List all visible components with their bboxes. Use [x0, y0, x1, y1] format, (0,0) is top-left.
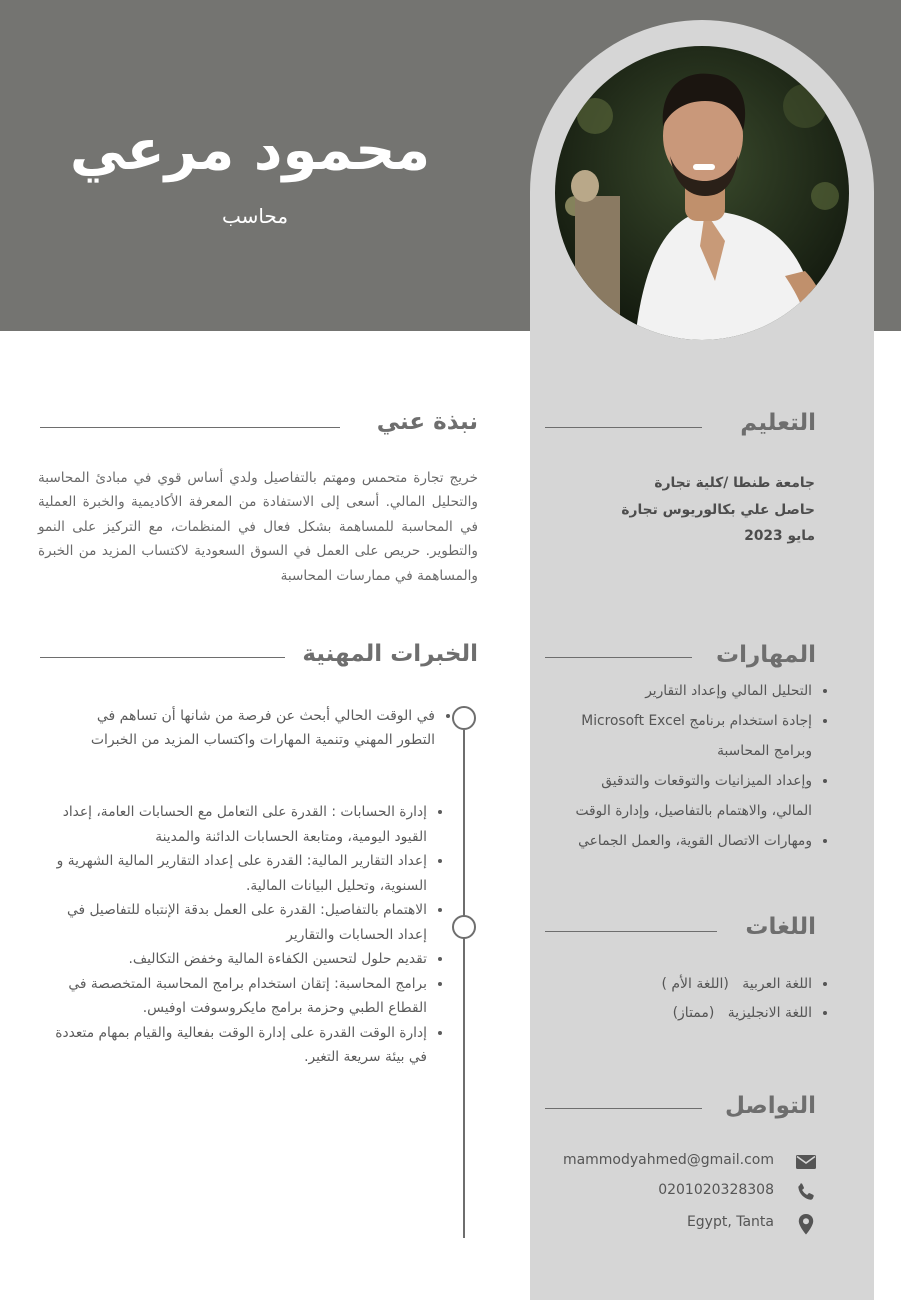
- experience-item: • تقديم حلول لتحسين الكفاءة المالية وخفض التكاليف.: [55, 947, 427, 972]
- skills-list: [560, 676, 830, 856]
- phone-icon: [794, 1180, 818, 1204]
- languages-heading: اللغات: [745, 914, 816, 940]
- education-details: [560, 470, 815, 550]
- education-date: مايو 2023: [744, 528, 815, 544]
- experience-item: • الاهتمام بالتفاصيل: القدرة على العمل بدقة الإنتباه للتفاصيل في إعداد الحسابات والتقارير: [55, 898, 427, 947]
- timeline-line: [463, 730, 465, 1238]
- timeline-dot: [452, 915, 476, 939]
- contact-heading: التواصل: [725, 1093, 816, 1119]
- language-item: • اللغة العربية (اللغة الأم ): [560, 970, 812, 999]
- contact-divider: [545, 1108, 702, 1109]
- profile-photo: [555, 46, 849, 340]
- envelope-icon: [794, 1150, 818, 1174]
- full-name: محمود مرعي: [69, 118, 431, 183]
- languages-divider: [545, 931, 717, 932]
- experience-item: • برامج المحاسبة: إتقان استخدام برامج المحاسبة المتخصصة في القطاع الطبي وحزمة برامج مايكروسوفت اوفيس.: [55, 972, 427, 1021]
- about-heading: نبذة عني: [376, 409, 478, 435]
- experience-intro: • في الوقت الحالي أبحث عن فرصة من شانها أن تساهم في التطور المهني وتنمية المهارات واكتساب المزيد من الخبرات: [55, 704, 435, 752]
- timeline-dot: [452, 706, 476, 730]
- skill-item: • التحليل المالي وإعداد التقارير: [560, 676, 812, 706]
- contact-phone[interactable]: 0201020328308: [658, 1182, 774, 1198]
- contact-email-row: [560, 1150, 822, 1174]
- skills-heading: المهارات: [716, 642, 816, 668]
- skill-item: • ومهارات الاتصال القوية، والعمل الجماعي: [560, 826, 812, 856]
- experience-item: • إدارة الوقت القدرة على إدارة الوقت بفعالية والقيام بمهام متعددة في بيئة سريعة التغير.: [55, 1021, 427, 1070]
- about-divider: [40, 427, 340, 428]
- experience-heading: الخبرات المهنية: [302, 641, 478, 667]
- job-title: محاسب: [221, 204, 289, 228]
- contact-email[interactable]: mammodyahmed@gmail.com: [562, 1152, 774, 1168]
- map-pin-icon: [794, 1212, 818, 1236]
- experience-intro-list: [55, 704, 450, 752]
- contact-location-row: [560, 1212, 822, 1236]
- language-item: • اللغة الانجليزية (ممتاز): [560, 999, 812, 1028]
- about-text: خريج تجارة متحمس ومهتم بالتفاصيل ولدي أساس قوي في مبادئ المحاسبة والتحليل المالي. أسعى إلى الاستفادة من المعرفة الأكاديمية والخبرة العملية في المحاسبة للمساهمة بشكل فعال في المنظمات، مع التركيز على النمو والتطوير. حريص على العمل في السوق السعودية لاكتساب المزيد من الخبرة والمساهمة في ممارسات المحاسبة: [38, 470, 478, 584]
- experience-divider: [40, 657, 285, 658]
- experience-item: • إعداد التقارير المالية: القدرة على إعداد التقارير المالية الشهرية و السنوية، وتحليل البيانات المالية.: [55, 849, 427, 898]
- education-university: جامعة طنطا /كلية تجارة: [654, 475, 815, 491]
- education-degree: حاصل علي بكالوريوس تجارة: [621, 501, 815, 518]
- skills-divider: [545, 657, 692, 658]
- experience-item: • إدارة الحسابات : القدرة على التعامل مع الحسابات العامة، إعداد القيود اليومية، ومتابعة الحسابات الدائنة والمدينة: [55, 800, 427, 849]
- skill-item: • وإعداد الميزانيات والتوقعات والتدقيق المالي، والاهتمام بالتفاصيل، وإدارة الوقت: [560, 766, 812, 826]
- experience-list: [55, 800, 441, 1070]
- education-heading: التعليم: [740, 410, 816, 436]
- skill-item: • إجادة استخدام برنامج Microsoft Excel وبرامج المحاسبة: [560, 706, 812, 766]
- education-divider: [545, 427, 702, 428]
- contact-phone-row: [560, 1180, 822, 1204]
- languages-list: [560, 970, 830, 1028]
- contact-location: Egypt, Tanta: [686, 1214, 774, 1230]
